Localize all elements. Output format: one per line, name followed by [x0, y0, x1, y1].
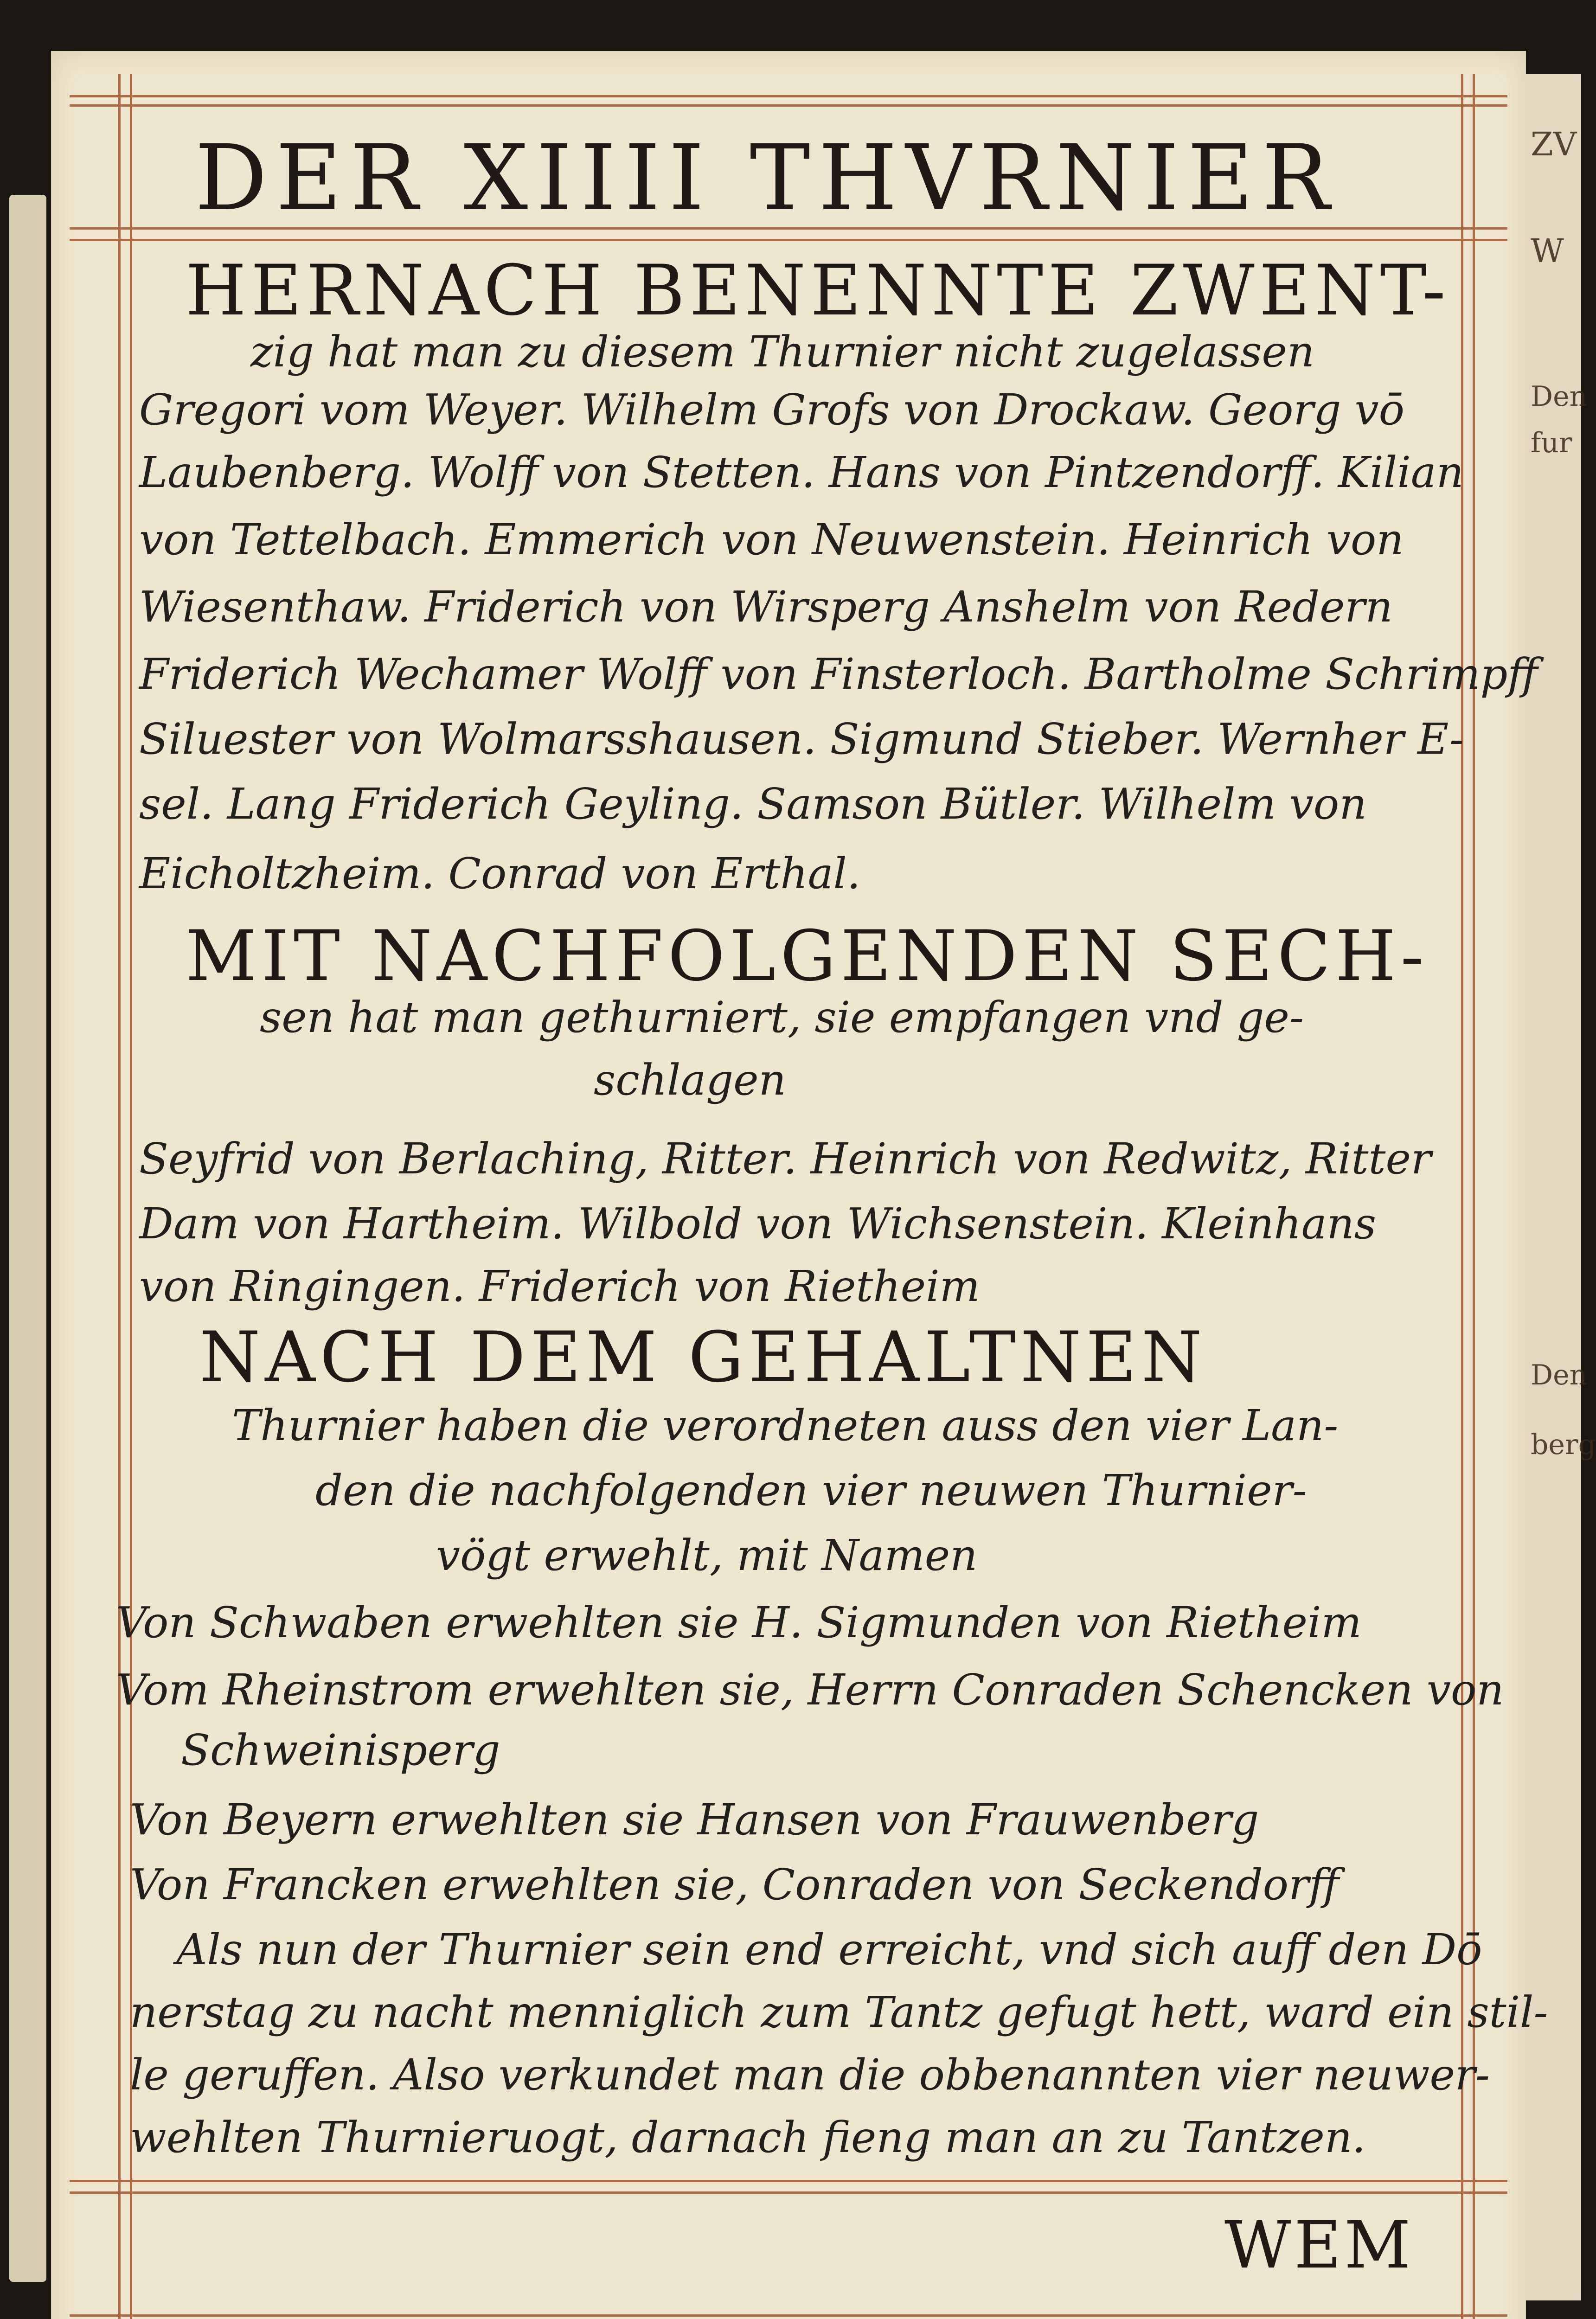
text-line: Von Francken erwehlten sie, Conraden von Seckendorff: [130, 1860, 1340, 1909]
facing-page-text: ZV: [1531, 125, 1577, 163]
frame-rule-left: [118, 74, 121, 2319]
text-line: Thurnier haben die verordneten auss den vier Lan-: [232, 1401, 1339, 1450]
text-line: Gregori vom Weyer. Wilhelm Grofs von Drockaw. Georg vō: [139, 385, 1404, 435]
text-line: Vom Rheinstrom erwehlten sie, Herrn Conraden Schencken von: [116, 1665, 1504, 1715]
text-line: Wiesenthaw. Friderich von Wirsperg Anshelm von Redern: [139, 582, 1393, 632]
text-line: den die nachfolgenden vier neuwen Thurnier-: [315, 1466, 1307, 1515]
frame-rule-bottom: [70, 2314, 1507, 2317]
text-line: Dam von Hartheim. Wilbold von Wichsenstein. Kleinhans: [139, 1199, 1377, 1249]
text-line: Laubenberg. Wolff von Stetten. Hans von Pintzendorff. Kilian: [139, 448, 1464, 497]
frame-rule-top-inner: [70, 104, 1507, 107]
text-line: zig hat man zu diesem Thurnier nicht zugelassen: [250, 327, 1315, 377]
text-line: Seyfrid von Berlaching, Ritter. Heinrich von Redwitz, Ritter: [139, 1134, 1431, 1184]
text-line: Eicholtzheim. Conrad von Erthal.: [139, 849, 861, 898]
text-line: Friderich Wechamer Wolff von Finsterloch. Bartholme Schrimpff: [139, 649, 1538, 699]
text-line: Siluester von Wolmarsshausen. Sigmund Stieber. Wernher E-: [139, 714, 1464, 764]
text-line: von Ringingen. Friderich von Rietheim: [139, 1262, 980, 1311]
text-line: Schweinisperg: [181, 1725, 500, 1775]
text-line: nerstag zu nacht menniglich zum Tantz gefugt hett, ward ein stil-: [130, 1987, 1548, 2037]
text-line: Von Beyern erwehlten sie Hansen von Frauwenberg: [130, 1795, 1259, 1845]
section-heading: NACH DEM GEHALTNEN: [199, 1317, 1207, 1398]
facing-page-text: Den: [1531, 1359, 1588, 1391]
text-line: Von Schwaben erwehlten sie H. Sigmunden von Rietheim: [116, 1598, 1362, 1647]
book-edge: [9, 195, 46, 2282]
text-line: Als nun der Thurnier sein end erreicht, vnd sich auff den Dō: [176, 1925, 1482, 1974]
text-line: sen hat man gethurniert, sie empfangen vnd ge-: [260, 993, 1304, 1042]
text-line: le geruffen. Also verkundet man die obbenannten vier neuwer-: [130, 2050, 1490, 2100]
text-line: von Tettelbach. Emmerich von Neuwenstein. Heinrich von: [139, 515, 1404, 564]
frame-rule-footer-inner: [70, 2191, 1507, 2194]
facing-page-text: berg: [1531, 1429, 1596, 1461]
text-line: schlagen: [594, 1055, 786, 1105]
text-line: sel. Lang Friderich Geyling. Samson Bütler. Wilhelm von: [139, 779, 1367, 829]
page-title: DER XIIII THVRNIER: [195, 125, 1339, 231]
text-line: vögt erwehlt, mit Namen: [436, 1531, 978, 1580]
text-line: wehlten Thurnieruogt, darnach fieng man an zu Tantzen.: [130, 2113, 1366, 2162]
catchword: WEM: [1224, 2208, 1414, 2283]
frame-rule-header-bottom-inner: [70, 239, 1507, 241]
frame-rule-right-inner: [1473, 74, 1475, 2319]
frame-rule-right: [1461, 74, 1463, 2319]
section-heading: MIT NACHFOLGENDEN SECH-: [186, 916, 1429, 997]
frame-rule-top: [70, 95, 1507, 97]
frame-rule-footer: [70, 2180, 1507, 2182]
facing-page-text: fur: [1531, 427, 1572, 459]
section-heading: HERNACH BENENNTE ZWENT-: [186, 250, 1450, 331]
facing-page-text: Den: [1531, 380, 1588, 413]
frame-rule-left-inner: [130, 74, 132, 2319]
facing-page-text: W: [1531, 232, 1564, 270]
